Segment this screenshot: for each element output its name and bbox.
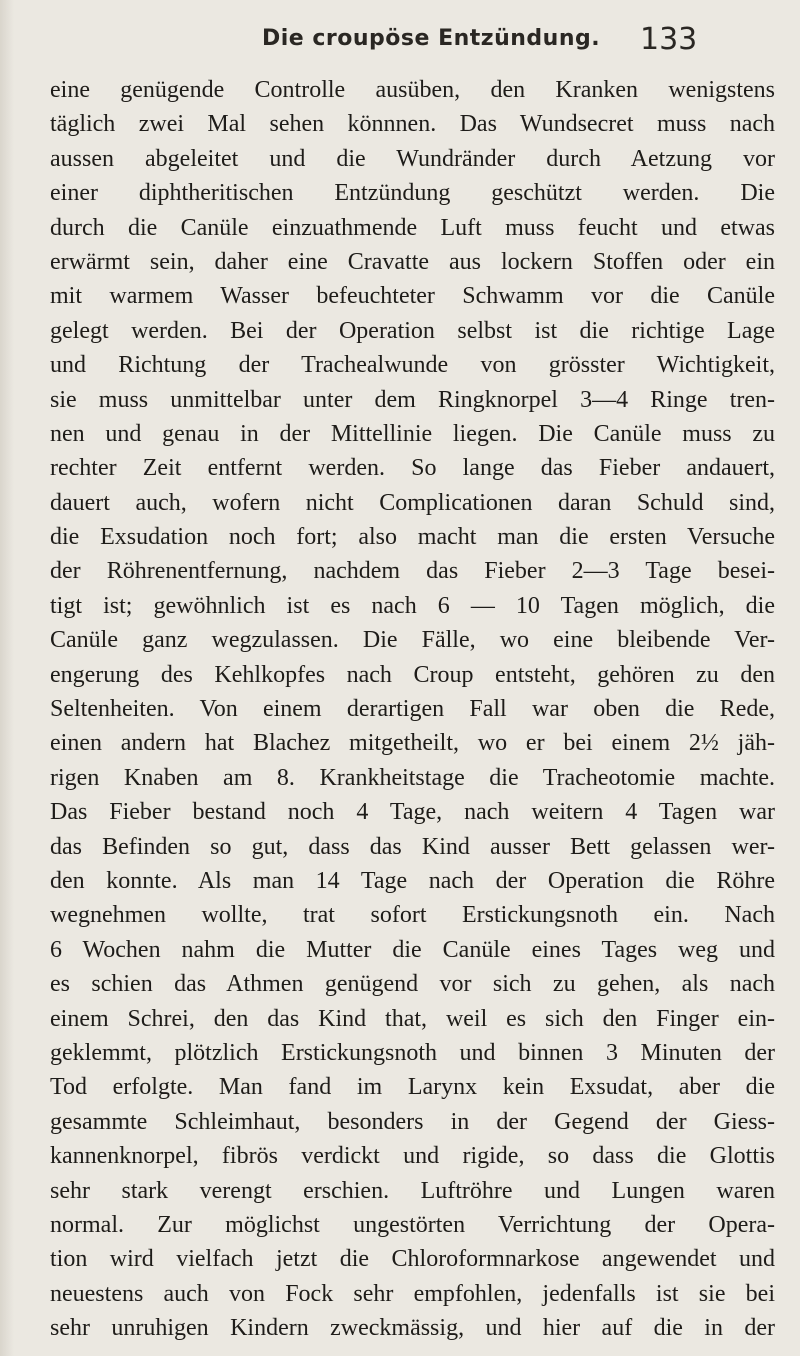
- text-line: durch die Canüle einzuathmende Luft muss feucht und etwas: [50, 214, 775, 241]
- text-line: normal. Zur möglichst ungestörten Verrichtung der Opera-: [50, 1211, 775, 1238]
- text-line: einen andern hat Blachez mitgetheilt, wo er bei einem 2½ jäh-: [50, 730, 775, 757]
- text-line: sehr unruhigen Kindern zweckmässig, und hier auf die in der: [50, 1315, 775, 1342]
- text-line: 6 Wochen nahm die Mutter die Canüle eines Tages weg und: [50, 936, 775, 963]
- text-line: Tod erfolgte. Man fand im Larynx kein Exsudat, aber die: [50, 1074, 775, 1101]
- text-line: es schien das Athmen genügend vor sich zu gehen, als nach: [50, 971, 775, 998]
- text-line: täglich zwei Mal sehen könnnen. Das Wundsecret muss nach: [50, 111, 775, 138]
- text-line: gelegt werden. Bei der Operation selbst ist die richtige Lage: [50, 317, 775, 344]
- text-line: sehr stark verengt erschien. Luftröhre und Lungen waren: [50, 1177, 775, 1204]
- text-line: einem Schrei, den das Kind that, weil es sich den Finger ein-: [50, 1005, 775, 1032]
- page-number: 133: [640, 22, 698, 57]
- text-line: tigt ist; gewöhnlich ist es nach 6 — 10 Tagen möglich, die: [50, 592, 775, 619]
- text-line: die Exsudation noch fort; also macht man die ersten Versuche: [50, 524, 775, 551]
- text-line: Canüle ganz wegzulassen. Die Fälle, wo eine bleibende Ver-: [50, 627, 775, 654]
- text-line: Seltenheiten. Von einem derartigen Fall war oben die Rede,: [50, 696, 775, 723]
- text-line: eine genügende Controlle ausüben, den Kranken wenigstens: [50, 77, 775, 103]
- text-line: geklemmt, plötzlich Erstickungsnoth und binnen 3 Minuten der: [50, 1039, 775, 1066]
- text-line: der Röhrenentfernung, nachdem das Fieber 2—3 Tage besei-: [50, 558, 775, 585]
- text-line: kannenknorpel, fibrös verdickt und rigide, so dass die Glottis: [50, 1143, 775, 1170]
- page-edge-shadow: [0, 0, 14, 1356]
- running-title: Die croupöse Entzündung.: [262, 26, 601, 51]
- text-line: tion wird vielfach jetzt die Chloroformnarkose angewendet und: [50, 1246, 775, 1273]
- text-line: neuestens auch von Fock sehr empfohlen, jedenfalls ist sie bei: [50, 1280, 775, 1307]
- body-text: [50, 73, 775, 1345]
- text-line: den konnte. Als man 14 Tage nach der Operation die Röhre: [50, 867, 775, 894]
- text-line: rigen Knaben am 8. Krankheitstage die Tracheotomie machte.: [50, 764, 775, 791]
- text-line: mit warmem Wasser befeuchteter Schwamm vor die Canüle: [50, 283, 775, 310]
- text-line: dauert auch, wofern nicht Complicationen daran Schuld sind,: [50, 489, 775, 516]
- text-line: engerung des Kehlkopfes nach Croup entsteht, gehören zu den: [50, 661, 775, 688]
- text-line: rechter Zeit entfernt werden. So lange das Fieber andauert,: [50, 455, 775, 482]
- text-line: gesammte Schleimhaut, besonders in der Gegend der Giess-: [50, 1108, 775, 1135]
- text-line: nen und genau in der Mittellinie liegen. Die Canüle muss zu: [50, 420, 775, 447]
- text-line: wegnehmen wollte, trat sofort Erstickungsnoth ein. Nach: [50, 902, 775, 929]
- text-line: aussen abgeleitet und die Wundränder durch Aetzung vor: [50, 145, 775, 172]
- text-line: das Befinden so gut, dass das Kind ausser Bett gelassen wer-: [50, 833, 775, 860]
- text-line: einer diphtheritischen Entzündung geschützt werden. Die: [50, 180, 775, 207]
- page-header: [0, 22, 800, 62]
- text-line: und Richtung der Trachealwunde von grösster Wichtigkeit,: [50, 352, 775, 379]
- text-line: Das Fieber bestand noch 4 Tage, nach weitern 4 Tagen war: [50, 799, 775, 826]
- text-line: sie muss unmittelbar unter dem Ringknorpel 3—4 Ringe tren-: [50, 386, 775, 413]
- text-line: erwärmt sein, daher eine Cravatte aus lockern Stoffen oder ein: [50, 248, 775, 275]
